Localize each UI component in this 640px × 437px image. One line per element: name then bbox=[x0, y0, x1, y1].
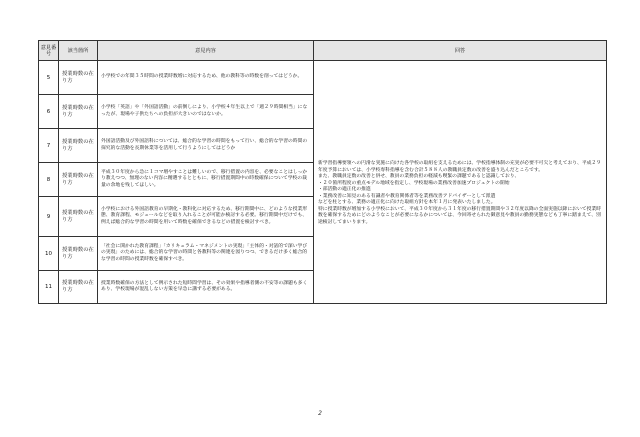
header-row bbox=[39, 41, 607, 61]
section-label: 授業時数の在り方 bbox=[59, 237, 98, 271]
opinion-number: 6 bbox=[39, 95, 59, 129]
opinion-number: 8 bbox=[39, 163, 59, 197]
answer-paragraph: 新学習指導要領への円滑な実施に向けた各学校の取組を支えるためには、学校指導体制の充実が必要不可欠と考えており、平成２９年度予算においては、小学校専科指導を含む合計５８８人の教職員定数の改善を盛り込んだところです。 bbox=[318, 161, 602, 173]
opinion-content: 「社会に開かれた教育課程」「カリキュラム・マネジメントの実現」「主体的・対話的で深い学びの実現」のためには、総合的な学習の時間と各教科等の関連を図りつつ、できるだけ多く総合的な学習の時間の授業時数を確保すべき。 bbox=[98, 237, 314, 271]
header-opinion-content: 意見内容 bbox=[98, 41, 314, 61]
opinion-content: 小学校「英語」や「外国語活動」の前倒しにより、小学校４年生以上で「週２９時間相当」になったが、現場や子供たちへの負担が大きいのではないか。 bbox=[98, 95, 314, 129]
opinion-content: 小学校における外国語教育の早期化・教科化に対応するため、移行期間中に、どのような授業形態、教育課程、モジュールなどを取り入れることが可能か検討する必要。移行期間中だけでも、例えば総合的な学習の時間を用いて時数を確保できるなどの措置を検討すべき。 bbox=[98, 197, 314, 237]
answer-cell bbox=[314, 61, 607, 304]
header-answer: 回答 bbox=[314, 41, 607, 61]
header-opinion-number: 意見番号 bbox=[39, 41, 59, 61]
header-section: 該当箇所 bbox=[59, 41, 98, 61]
opinion-content: 小学校での年間３５時間の授業時数増に対応するため、他の教科等の時数を削ってはどうか。 bbox=[98, 61, 314, 95]
opinion-number: 7 bbox=[39, 129, 59, 163]
opinion-content: 外国語活動及び外国語科については、総合的な学習の時間をもって行い、総合的な学習の時間の探究的な活動を長期休業等を活用して行うようにしてはどうか bbox=[98, 129, 314, 163]
opinion-number: 9 bbox=[39, 197, 59, 237]
answer-bullet: ・２０箇所程度の重点モデル地域を指定し、学校現場の業務改善加速プロジェクトの開始 bbox=[318, 180, 510, 186]
section-label: 授業時数の在り方 bbox=[59, 197, 98, 237]
section-label: 授業時数の在り方 bbox=[59, 95, 98, 129]
section-label: 授業時数の在り方 bbox=[59, 61, 98, 95]
opinion-number: 10 bbox=[39, 237, 59, 271]
answer-bullet: ・部活動の適正化の推進 bbox=[318, 187, 371, 192]
answer-paragraph: などを柱とする、業務の適正化に向けた取組方針を本年１月に発表いたしました。 bbox=[318, 200, 496, 205]
answer-paragraph: 特に授業時数が増加する小学校において、平成３０年度から３１年度の移行措置期間や３２年度以降の全面実施以降において授業時数を確保するためにどのようなことが必要になるかについては、今回寄せられた御意見や教員の勤務実態なども丁寧に踏まえて、別途検討してまいります。 bbox=[318, 206, 601, 225]
opinion-number: 5 bbox=[39, 61, 59, 95]
opinion-content: 平成３０年度から急に１コマ増やすことは難しいので、移行措置の内容を、必要なことはしっかり教えつつ、無理のない内容に精選するとともに、移行措置期間中の時数確保について学校の裁量の余地を残してほしい。 bbox=[98, 163, 314, 197]
section-label: 授業時数の在り方 bbox=[59, 163, 98, 197]
answer-bullet: ・業務改善に知見のある有識者や教育関係者等を業務改善アドバイザーとして派遣 bbox=[318, 193, 496, 199]
answer-paragraph: また、教職員定数の改善と併せ、教員の業務負担の軽減も喫緊の課題であると認識しており、 bbox=[318, 174, 520, 179]
section-label: 授業時数の在り方 bbox=[59, 271, 98, 304]
page-number: 2 bbox=[318, 410, 322, 417]
opinion-table bbox=[38, 40, 607, 304]
section-label: 授業時数の在り方 bbox=[59, 129, 98, 163]
table-row bbox=[39, 61, 607, 95]
opinion-content: 授業時数確保の方法として例示された短時間学習は、その効果や指導者側の不安等の課題も多くあり、学校現場が混乱しない方策を早急に講ずる必要がある。 bbox=[98, 271, 314, 304]
opinion-number: 11 bbox=[39, 271, 59, 304]
